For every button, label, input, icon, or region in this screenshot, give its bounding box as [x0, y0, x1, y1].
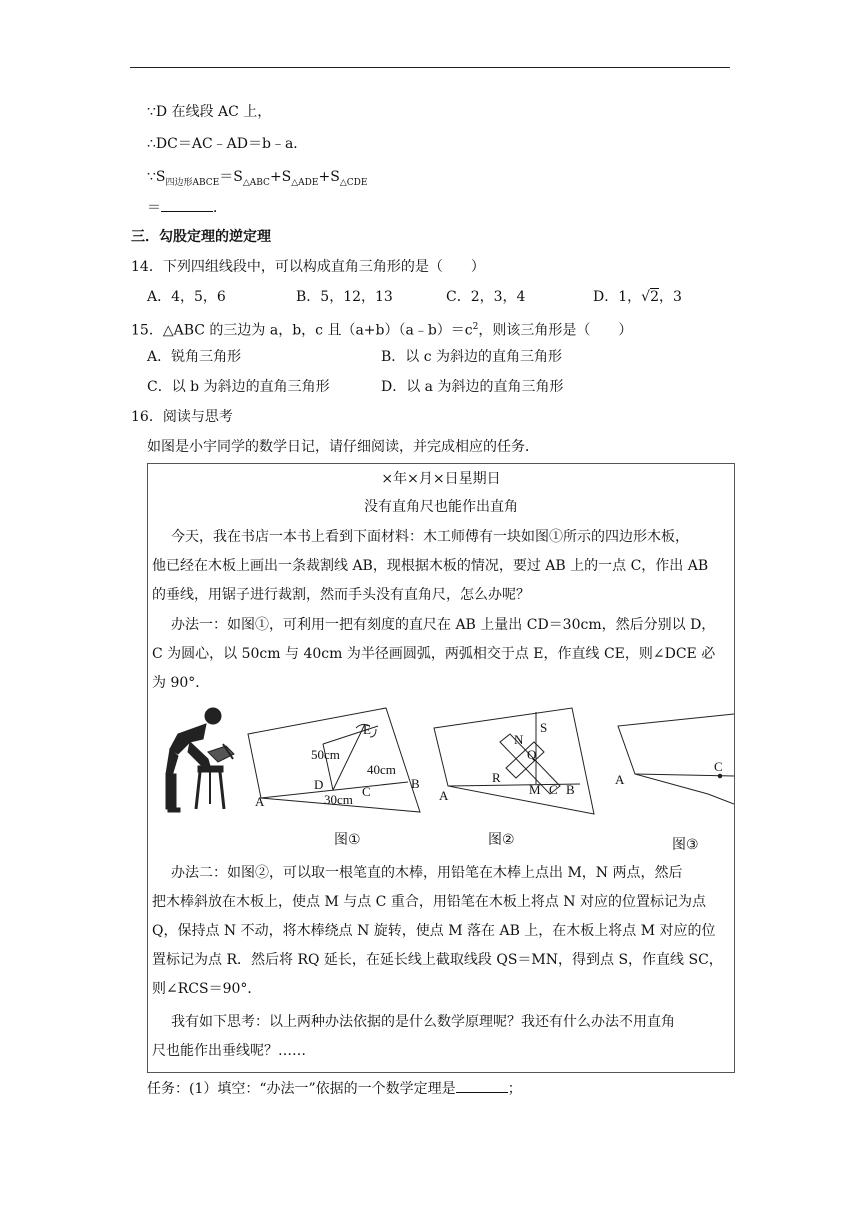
line-area-sum: $\because S_{四边形ABCE}=S_{\triangle ABC}+S_{\triangle ADE}+S_{\triangle CDE}$: [147, 169, 368, 188]
fig1-label-a: A: [255, 794, 265, 809]
fig1-label-c: C: [362, 784, 371, 799]
q14-stem: 14．下列四组线段中，可以构成直角三角形的是（ ）: [131, 259, 485, 275]
figures-row: [148, 704, 734, 854]
fig1-dim-dc: 30cm: [324, 792, 353, 807]
fig2-label-a: A: [439, 788, 449, 803]
q15-option-c[interactable]: C．以 b 为斜边的直角三角形: [147, 379, 330, 395]
q16-intro: 如图是小宇同学的数学日记，请仔细阅读，并完成相应的任务．: [147, 439, 539, 455]
diary-box: [147, 463, 735, 1073]
fig2-label-c: C: [549, 782, 558, 797]
fig1-label-e: E: [363, 722, 371, 737]
diary-p4-line2: 尺也能作出垂线呢？……: [152, 1043, 306, 1059]
line-dc-equals: ∴DC＝AC﹣AD＝b﹣a．: [147, 136, 308, 152]
q14-option-c[interactable]: C．2，3，4: [446, 289, 526, 305]
q16-stem: 16．阅读与思考: [131, 409, 233, 425]
diary-title: 没有直角尺也能作出直角: [364, 499, 518, 515]
task-answer-blank[interactable]: [456, 1078, 508, 1093]
fig2-caption: 图②: [488, 832, 515, 848]
header-rule: [130, 67, 730, 68]
fig1-dim-de: 50cm: [311, 747, 340, 762]
fig2-label-q: Q: [527, 747, 537, 762]
fig3-label-a: A: [615, 772, 625, 787]
answer-blank[interactable]: [161, 197, 213, 212]
fig1-dim-ce: 40cm: [367, 762, 396, 777]
q15-option-d[interactable]: D．以 a 为斜边的直角三角形: [381, 379, 564, 395]
diary-p3-line3: Q，保持点 N 不动，将木棒绕点 N 旋转，使点 M 落在 AB 上，在木板上将点 M 对应的位: [152, 923, 716, 939]
fig2-label-b: B: [566, 782, 575, 797]
diary-p4-line1: 我有如下思考：以上两种办法依据的是什么数学原理呢？我还有什么办法不用直角: [171, 1014, 675, 1030]
diary-p3-line5: 则∠RCS＝90°．: [152, 981, 262, 997]
diary-p3-line1: 办法二：如图②，可以取一根笔直的木棒，用铅笔在木棒上点出 M，N 两点，然后: [171, 865, 683, 881]
fig2-label-m: M: [529, 782, 541, 797]
q15-option-a[interactable]: A．锐角三角形: [147, 349, 242, 365]
fig2-label-n: N: [514, 732, 524, 747]
fig3-label-c: C: [714, 759, 723, 774]
line-d-on-ac: ∵D 在线段 AC 上，: [147, 104, 272, 120]
q15-option-b[interactable]: B．以 c 为斜边的直角三角形: [381, 349, 563, 365]
q14-option-d[interactable]: D．1，√2，3: [593, 289, 682, 305]
diary-p1-line2: 他已经在木板上画出一条裁割线 AB，现根据木板的情况，要过 AB 上的一点 C，作出 AB: [152, 558, 709, 574]
q14-option-a[interactable]: A．4，5，6: [147, 289, 226, 305]
sqrt-symbol: √: [641, 289, 651, 305]
carpenter-illustration: [166, 708, 234, 812]
diary-p2-line3: 为 90°．: [152, 675, 210, 691]
task-1: 任务：(1）填空：“办法一”依据的一个数学定理是 ；: [147, 1078, 522, 1099]
diary-p3-line2: 把木棒斜放在木板上，使点 M 与点 C 重合，用铅笔在木板上将点 N 对应的位置标记为点: [152, 894, 706, 910]
fig2-label-s: S: [540, 720, 548, 735]
section-heading: 三．勾股定理的逆定理: [131, 229, 271, 245]
diary-p1-line1: 今天，我在书店一本书上看到下面材料：木工师傅有一块如图①所示的四边形木板，: [171, 529, 689, 545]
diary-p2-line2: C 为圆心，以 50cm 与 40cm 为半径画圆弧，两弧相交于点 E，作直线 CE，则∠DCE 必: [152, 646, 716, 662]
fig2-label-r: R: [492, 770, 501, 785]
fig1-label-d: D: [314, 777, 324, 792]
fig1-caption: 图①: [334, 832, 361, 848]
figure-2: [434, 708, 594, 814]
q14-option-b[interactable]: B．5，12，13: [296, 289, 393, 305]
line-equals-blank: ＝ ．: [147, 197, 227, 218]
diary-date: ×年×月×日星期日: [381, 471, 501, 487]
diary-p3-line4: 置标记为点 R．然后将 RQ 延长，在延长线上截取线段 QS＝MN，得到点 S，作直线 SC，: [152, 952, 723, 968]
fig3-caption: 图③: [672, 837, 699, 853]
q15-stem: 15．△ABC 的三边为 a，b，c 且$(a+b)(a﹣b)=c^2$，则该三角形是（ ）: [131, 322, 633, 339]
diary-p1-line3: 的垂线，用锯子进行裁割，然而手头没有直角尺，怎么办呢？: [152, 587, 530, 603]
fig1-label-b: B: [411, 776, 420, 791]
diary-p2-line1: 办法一：如图①，可利用一把有刻度的直尺在 AB 上量出 CD＝30cm，然后分别以 D，: [171, 617, 716, 633]
